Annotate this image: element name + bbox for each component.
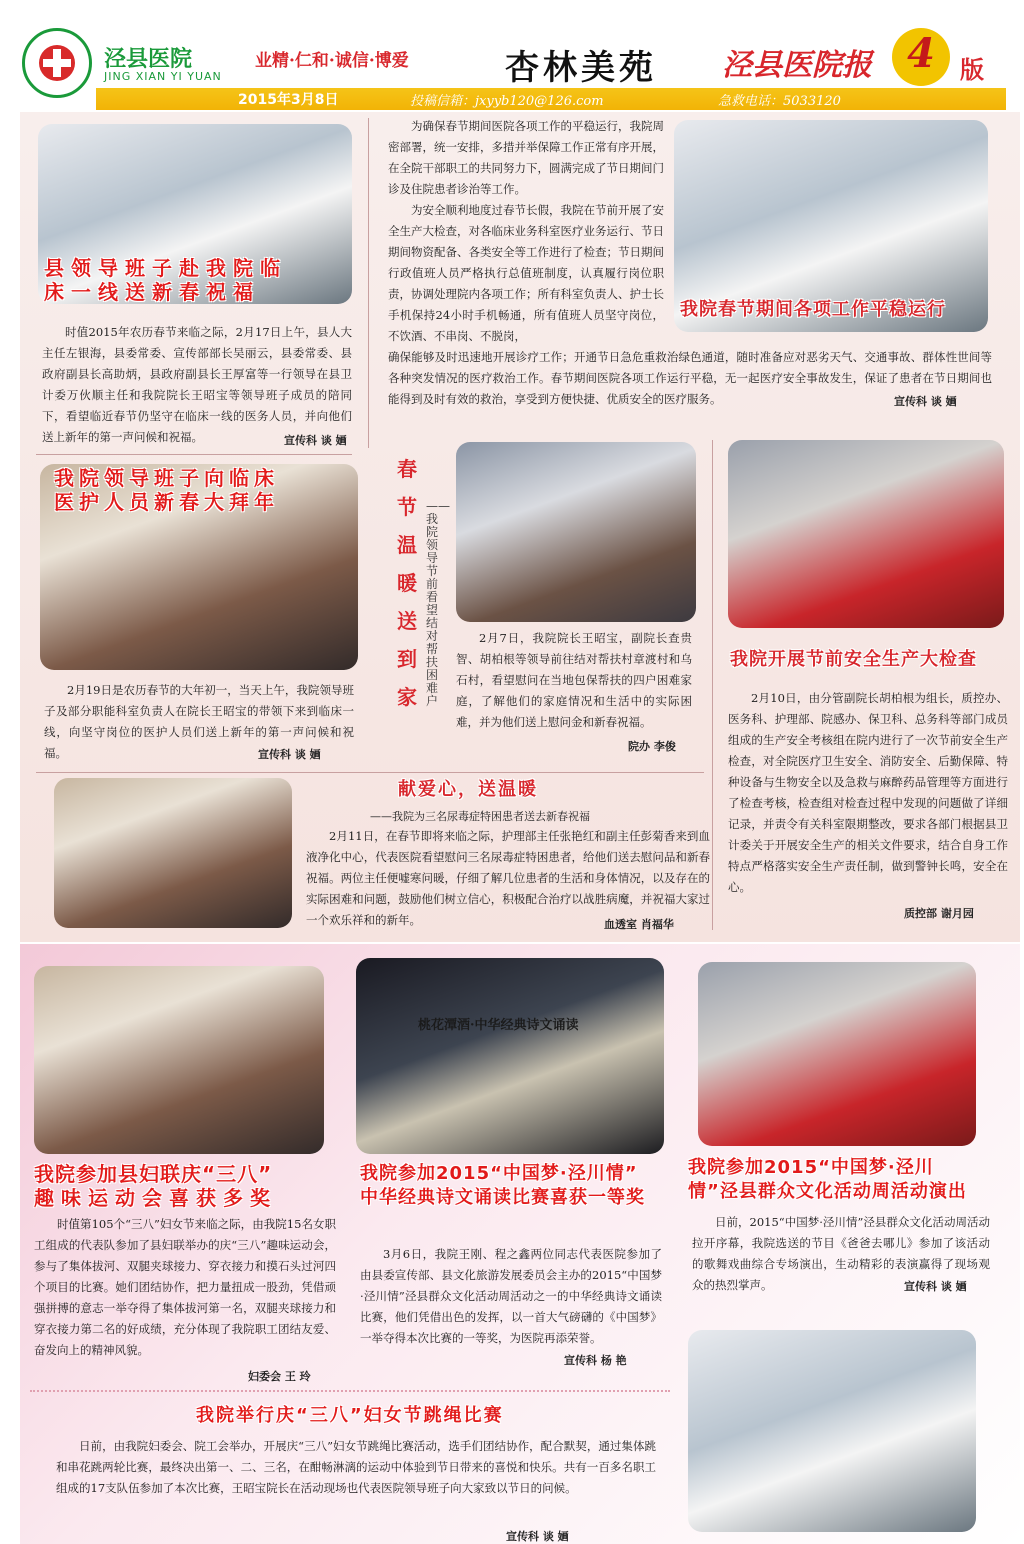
- article-9-body: 日前，2015“中国梦·泾川情”泾县群众文化活动周活动拉开序幕，我院选送的节目《爸爸去哪儿》参加了该活动的歌舞戏曲综合专场演出，生动精彩的表演赢得了现场观众的热烈掌声。: [692, 1215, 990, 1292]
- article-9-byline: 宣传科 谈 婳: [904, 1280, 967, 1293]
- article-3-body: 2月19日是农历春节的大年初一，当天上午，我院领导班子及部分职能科室负责人在院长王昭宝的带领下来到临床一线，向坚守岗位的医护人员们送上新年的第一声问候和祝福。: [44, 683, 354, 760]
- article-9-title-line1: 我院参加2015“中国梦·泾川: [688, 1157, 934, 1178]
- article-4-title: 春节温暖送到家: [397, 457, 417, 709]
- article-8-byline: 宣传科 杨 艳: [564, 1354, 627, 1367]
- issue-date: 2015年3月8日: [238, 92, 339, 108]
- article-3-title-line2: 医护人员新春大拜年: [54, 490, 279, 514]
- article-10-title: 我院举行庆“三八”妇女节跳绳比赛: [196, 1405, 504, 1426]
- article-8-title: [360, 1162, 660, 1210]
- article-2-paragraph-3: 确保能够及时迅速地开展诊疗工作；开通节日急危重救治绿色通道，随时准备应对恶劣天气、交通事故、群体性世间等各种突发情况的医疗救治工作。春节期间医院各项工作运行平稳，无一起医疗安全事故发生，保证了患者在节日期间也能得到及时有效的救治，享受到方便快捷、优质安全的医疗服务。: [388, 350, 992, 406]
- article-2-paragraph-1: 为确保春节期间医院各项工作的平稳运行，我院周密部署，统一安排，多措并举保障工作正常有序开展，在全院干部职工的共同努力下，圆满完成了节日期间门诊及住院患者诊治等工作。: [388, 119, 664, 196]
- article-3-byline: 宣传科 谈 婳: [258, 748, 321, 761]
- article-2-byline: 宣传科 谈 婳: [894, 395, 957, 408]
- article-1-byline: 宣传科 谈 婳: [284, 434, 347, 447]
- section-divider: [36, 454, 352, 455]
- page-suffix: 版: [960, 55, 984, 84]
- article-1-title-line1: 县领导班子赴我院临: [44, 256, 287, 280]
- article-1-title: [44, 256, 354, 304]
- hospital-logo-icon: [22, 28, 92, 98]
- article-5-body: 2月10日，由分管副院长胡柏根为组长，质控办、医务科、护理部、院感办、保卫科、总务科等部门成员组成的生产安全考核组在院内进行了一次节前安全生产检查，对全院医疗卫生安全、消防安全、后勤保障、特种设备与生物安全以及急救与麻醉药品管理等方面进行了检查考核，检查组对检查过程中发现的问题做了详细记录，并责令有关科室限期整改，要求各部门根据县卫计委关于开展安全生产的相关文件要求，结合自身工作特点严格落实安全生产责任制，做到警钟长鸣，安全在心。: [728, 691, 1008, 894]
- hospital-pinyin: JING XIAN YI YUAN: [104, 70, 222, 83]
- article-7-title: [34, 1162, 334, 1210]
- article-10-body: 日前，由我院妇委会、院工会举办，开展庆“三八”妇女节跳绳比赛活动，选手们团结协作，配合默契，通过集体跳和串花跳两轮比赛，最终决出第一、二、三名，在酣畅淋漓的运动中体验到节日带来的喜悦和快乐。共有一百多名职工组成的17支队伍参加了本次比赛，王昭宝院长在活动现场也代表医院领导班子向大家致以节日的问候。: [56, 1439, 656, 1495]
- article-4-subtitle: ——我院领导节前看望结对帮扶困难户: [426, 499, 450, 708]
- article-9-title: [688, 1156, 988, 1204]
- article-6-body: 2月11日，在春节即将来临之际，护理部主任张艳红和副主任彭菊香来到血液净化中心，代表医院看望慰问三名尿毒症特困患者，给他们送去慰问品和新春祝福。两位主任便嘘寒问暖，仔细了解几位患者的生活和身体情况，以及存在的实际困难和问题，鼓励他们树立信心，积极配合治疗以战胜病魔，并祝福大家过一个欢乐祥和的新年。: [306, 829, 710, 927]
- article-2-title: 我院春节期间各项工作平稳运行: [680, 299, 946, 320]
- article-6-subtitle: ——我院为三名尿毒症特困患者送去新春祝福: [370, 810, 590, 823]
- article-6-title: 献爱心，送温暖: [398, 779, 538, 800]
- column-divider-2: [712, 440, 713, 930]
- article-3-title: [54, 466, 354, 514]
- hospital-motto: 业精·仁和·诚信·博爱: [255, 51, 409, 71]
- article-10-byline: 宣传科 谈 婳: [506, 1530, 569, 1543]
- article-5-byline: 质控部 谢月园: [904, 907, 974, 920]
- stage-banner-text: 桃花潭酒·中华经典诗文诵读: [418, 1018, 579, 1033]
- article-6-byline: 血透室 肖福华: [604, 918, 674, 931]
- photo-fire-safety-check: [728, 440, 1004, 628]
- photo-performance-show: [698, 962, 976, 1146]
- paper-title: 泾县医院报: [722, 48, 872, 83]
- article-7-title-line1: 我院参加县妇联庆“三八”: [34, 1162, 273, 1186]
- column-divider: [368, 118, 369, 448]
- article-1-title-line2: 床一线送新春祝福: [44, 280, 260, 304]
- article-5-title: 我院开展节前安全生产大检查: [730, 649, 977, 670]
- photo-tug-of-war: [34, 966, 324, 1154]
- article-2-paragraph-2: 为安全顺利地度过春节长假，我院在节前开展了安全生产大检查，对各临床业务科室医疗业务运行、节日期间物资配备、各类安全等工作进行了检查；节日期间行政值班人员严格执行总值班制度，认真履行岗位职责，协调处理院内各项工作；所有科室负责人、护士长手机保持24小时手机畅通，所有值班人员坚守岗位，不饮酒、不串岗、不脱岗，: [388, 203, 664, 343]
- article-7-body: 时值第105个“三八”妇女节来临之际，由我院15名女职工组成的代表队参加了县妇联举办的庆“三八”趣味运动会，参与了集体拔河、双腿夹球接力、穿衣接力和摸石头过河四个项目的比赛。她们团结协作，把力量扭成一股劲，凭借顽强拼搏的意志一举夺得了集体拔河第一名，双腿夹球接力和穿衣接力第二名的好成绩，充分体现了我院职工团结友爱、奋发向上的精神风貌。: [34, 1217, 336, 1357]
- submission-email: 投稿信箱：jxyyb120@126.com: [410, 94, 604, 109]
- article-9-title-line2: 情”泾县群众文化活动周活动演出: [688, 1181, 967, 1202]
- article-4-byline: 院办 李俊: [628, 740, 676, 753]
- photo-dialysis-patients: [54, 778, 292, 928]
- hospital-name: 泾县医院: [104, 47, 193, 72]
- article-3-title-line1: 我院领导班子向临床: [54, 466, 279, 490]
- column-title: 杏林美苑: [505, 48, 657, 88]
- article-7-title-line2: 趣味运动会喜获多奖: [34, 1186, 277, 1210]
- article-8-title-line1: 我院参加2015“中国梦·泾川情”: [360, 1163, 638, 1184]
- article-8-body: 3月6日，我院王刚、程之鑫两位同志代表医院参加了由县委宣传部、县文化旅游发展委员会主办的2015“中国梦·泾川情”泾县群众文化活动周活动之一的中华经典诗文诵读比赛，他们凭借出色的发挥，以一首大气磅礴的《中国梦》一举夺得本次比赛的一等奖，为医院再添荣誉。: [360, 1247, 662, 1345]
- article-1-body: 时值2015年农历春节来临之际，2月17日上午，县人大主任左银海，县委常委、宣传部部长吴丽云，县委常委、县政府副县长高助炳，县政府副县长王厚富等一行领导在县卫计委万伙顺主任和我院院长王昭宝等领导班子成员的陪同下，看望临近春节仍坚守在临床一线的医务人员，并向他们送上新年的第一声问候和祝福。: [42, 325, 352, 444]
- photo-poetry-recital-stage: [356, 958, 664, 1154]
- article-8-title-line2: 中华经典诗文诵读比赛喜获一等奖: [360, 1187, 645, 1208]
- page-number: 4: [907, 30, 935, 77]
- photo-poverty-relief-visit: [456, 442, 696, 622]
- photo-rope-skipping: [688, 1330, 976, 1532]
- dotted-divider: [30, 1390, 670, 1392]
- section-divider-2: [36, 772, 704, 773]
- article-4-body: 2月7日，我院院长王昭宝，副院长查贵智、胡柏根等领导前往结对帮扶村章渡村和乌石村，看望慰问在当地包保帮扶的四户困难家庭，了解他们的家庭情况和生活中的实际困难，并为他们送上慰问金和新春祝福。: [456, 631, 692, 729]
- emergency-phone: 急救电话：5033120: [718, 94, 841, 109]
- article-7-byline: 妇委会 王 玲: [248, 1370, 311, 1383]
